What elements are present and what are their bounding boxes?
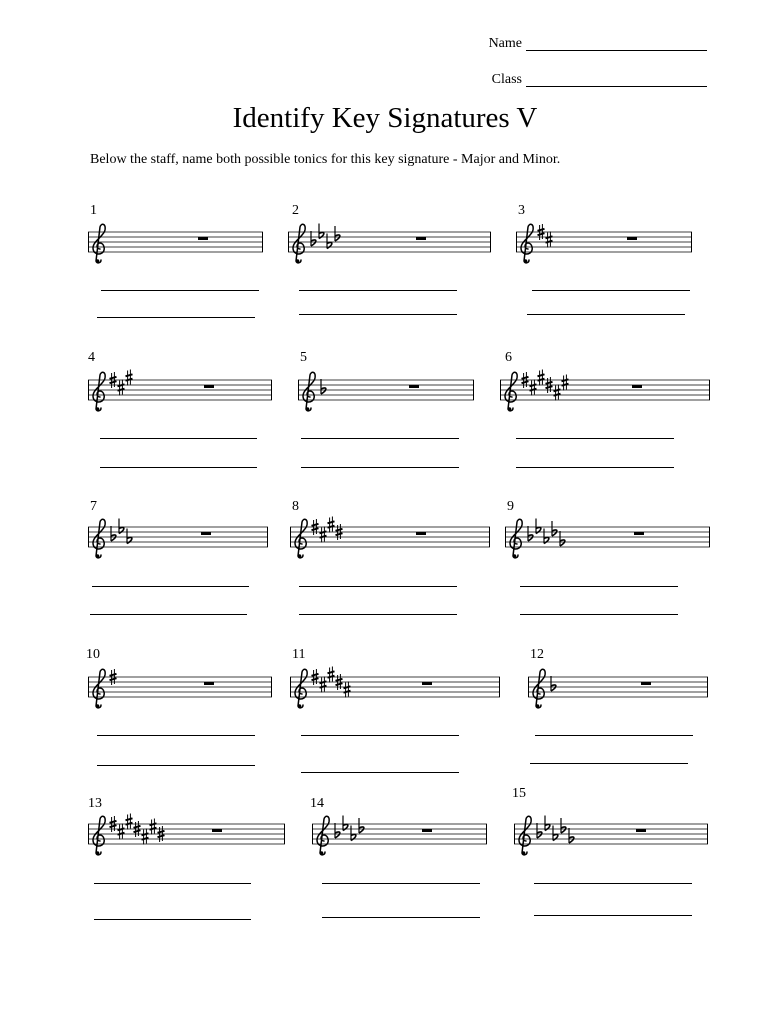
- whole-rest-icon: [641, 682, 651, 685]
- exercise-number: 7: [90, 499, 97, 514]
- minor-answer-line[interactable]: [97, 317, 255, 318]
- music-staff: [290, 515, 490, 559]
- major-answer-line[interactable]: [101, 290, 259, 291]
- minor-answer-line[interactable]: [520, 614, 678, 615]
- treble-clef-icon: [521, 224, 533, 263]
- instructions-text: Below the staff, name both possible tonics for this key signature - Major and Minor.: [90, 152, 561, 167]
- whole-rest-icon: [416, 237, 426, 240]
- major-answer-line[interactable]: [299, 586, 457, 587]
- whole-rest-icon: [422, 829, 432, 832]
- flat-icon: [551, 676, 556, 691]
- flat-icon: [319, 224, 324, 239]
- exercise-number: 10: [86, 647, 100, 662]
- exercise-number: 13: [88, 796, 102, 811]
- major-answer-line[interactable]: [299, 290, 457, 291]
- exercise-number: 5: [300, 350, 307, 365]
- whole-rest-icon: [422, 682, 432, 685]
- minor-answer-line[interactable]: [516, 467, 674, 468]
- minor-answer-line[interactable]: [299, 614, 457, 615]
- music-staff: [528, 665, 708, 709]
- sharp-icon: [320, 527, 327, 543]
- exercise-number: 11: [292, 647, 306, 662]
- name-input-line[interactable]: [526, 50, 707, 51]
- major-answer-line[interactable]: [100, 438, 257, 439]
- sharp-icon: [554, 385, 561, 401]
- sharp-icon: [126, 814, 133, 830]
- major-answer-line[interactable]: [97, 735, 255, 736]
- major-answer-line[interactable]: [322, 883, 480, 884]
- minor-answer-line[interactable]: [534, 915, 692, 916]
- whole-rest-icon: [212, 829, 222, 832]
- minor-answer-line[interactable]: [94, 919, 251, 920]
- flat-icon: [343, 816, 348, 831]
- minor-answer-line[interactable]: [299, 314, 457, 315]
- flat-icon: [545, 816, 550, 831]
- name-label: Name: [488, 36, 522, 51]
- minor-answer-line[interactable]: [527, 314, 685, 315]
- major-answer-line[interactable]: [94, 883, 251, 884]
- major-answer-line[interactable]: [535, 735, 693, 736]
- sharp-icon: [538, 370, 545, 386]
- exercise-number: 9: [507, 499, 514, 514]
- music-staff: [88, 368, 272, 412]
- whole-rest-icon: [634, 532, 644, 535]
- whole-rest-icon: [632, 385, 642, 388]
- sharp-icon: [126, 370, 133, 386]
- flat-icon: [335, 226, 340, 241]
- flat-icon: [537, 823, 542, 838]
- treble-clef-icon: [505, 372, 517, 411]
- major-answer-line[interactable]: [301, 735, 459, 736]
- music-staff: [505, 515, 710, 559]
- treble-clef-icon: [533, 669, 545, 708]
- flat-icon: [327, 234, 332, 249]
- music-staff: [88, 812, 285, 856]
- flat-icon: [111, 526, 116, 541]
- treble-clef-icon: [510, 519, 522, 558]
- flat-icon: [321, 379, 326, 394]
- whole-rest-icon: [416, 532, 426, 535]
- exercise-number: 2: [292, 203, 299, 218]
- minor-answer-line[interactable]: [301, 772, 459, 773]
- flat-icon: [359, 818, 364, 833]
- minor-answer-line[interactable]: [530, 763, 688, 764]
- flat-icon: [335, 823, 340, 838]
- sharp-icon: [118, 380, 125, 396]
- exercise-number: 4: [88, 350, 95, 365]
- flat-icon: [119, 519, 124, 534]
- flat-icon: [127, 529, 132, 544]
- treble-clef-icon: [519, 816, 531, 855]
- music-staff: [88, 665, 272, 709]
- exercise-number: 1: [90, 203, 97, 218]
- sharp-icon: [142, 829, 149, 845]
- music-staff: [290, 665, 500, 709]
- major-answer-line[interactable]: [92, 586, 249, 587]
- page-title: Identify Key Signatures V: [232, 102, 538, 134]
- treble-clef-icon: [93, 372, 105, 411]
- treble-clef-icon: [295, 519, 307, 558]
- flat-icon: [552, 521, 557, 536]
- sharp-icon: [320, 677, 327, 693]
- music-staff: [516, 220, 692, 264]
- whole-rest-icon: [198, 237, 208, 240]
- whole-rest-icon: [627, 237, 637, 240]
- sharp-icon: [546, 232, 553, 248]
- sharp-icon: [530, 380, 537, 396]
- music-staff: [514, 812, 708, 856]
- sharp-icon: [150, 819, 157, 835]
- music-staff: [312, 812, 487, 856]
- whole-rest-icon: [409, 385, 419, 388]
- class-label: Class: [491, 72, 522, 87]
- flat-icon: [561, 818, 566, 833]
- sharp-icon: [328, 517, 335, 533]
- treble-clef-icon: [93, 669, 105, 708]
- flat-icon: [560, 531, 565, 546]
- minor-answer-line[interactable]: [301, 467, 459, 468]
- sharp-icon: [562, 375, 569, 391]
- exercise-number: 3: [518, 203, 525, 218]
- exercise-number: 8: [292, 499, 299, 514]
- sharp-icon: [328, 667, 335, 683]
- whole-rest-icon: [204, 682, 214, 685]
- major-answer-line[interactable]: [532, 290, 690, 291]
- treble-clef-icon: [93, 224, 105, 263]
- sharp-icon: [118, 824, 125, 840]
- exercise-number: 15: [512, 786, 526, 801]
- whole-rest-icon: [201, 532, 211, 535]
- minor-answer-line[interactable]: [100, 467, 257, 468]
- minor-answer-line[interactable]: [97, 765, 255, 766]
- treble-clef-icon: [93, 519, 105, 558]
- treble-clef-icon: [303, 372, 315, 411]
- treble-clef-icon: [295, 669, 307, 708]
- flat-icon: [351, 826, 356, 841]
- exercise-number: 6: [505, 350, 512, 365]
- class-input-line[interactable]: [526, 86, 707, 87]
- major-answer-line[interactable]: [520, 586, 678, 587]
- music-staff: [88, 515, 268, 559]
- whole-rest-icon: [204, 385, 214, 388]
- treble-clef-icon: [293, 224, 305, 263]
- exercise-number: 12: [530, 647, 544, 662]
- flat-icon: [569, 828, 574, 843]
- flat-icon: [528, 526, 533, 541]
- music-staff: [88, 220, 263, 264]
- flat-icon: [536, 519, 541, 534]
- minor-answer-line[interactable]: [90, 614, 247, 615]
- music-staff: [500, 368, 710, 412]
- sharp-icon: [344, 682, 351, 698]
- flat-icon: [544, 529, 549, 544]
- whole-rest-icon: [636, 829, 646, 832]
- music-staff: [298, 368, 474, 412]
- treble-clef-icon: [317, 816, 329, 855]
- flat-icon: [553, 826, 558, 841]
- major-answer-line[interactable]: [301, 438, 459, 439]
- flat-icon: [311, 231, 316, 246]
- major-answer-line[interactable]: [534, 883, 692, 884]
- exercise-number: 14: [310, 796, 324, 811]
- major-answer-line[interactable]: [516, 438, 674, 439]
- treble-clef-icon: [93, 816, 105, 855]
- minor-answer-line[interactable]: [322, 917, 480, 918]
- music-staff: [288, 220, 491, 264]
